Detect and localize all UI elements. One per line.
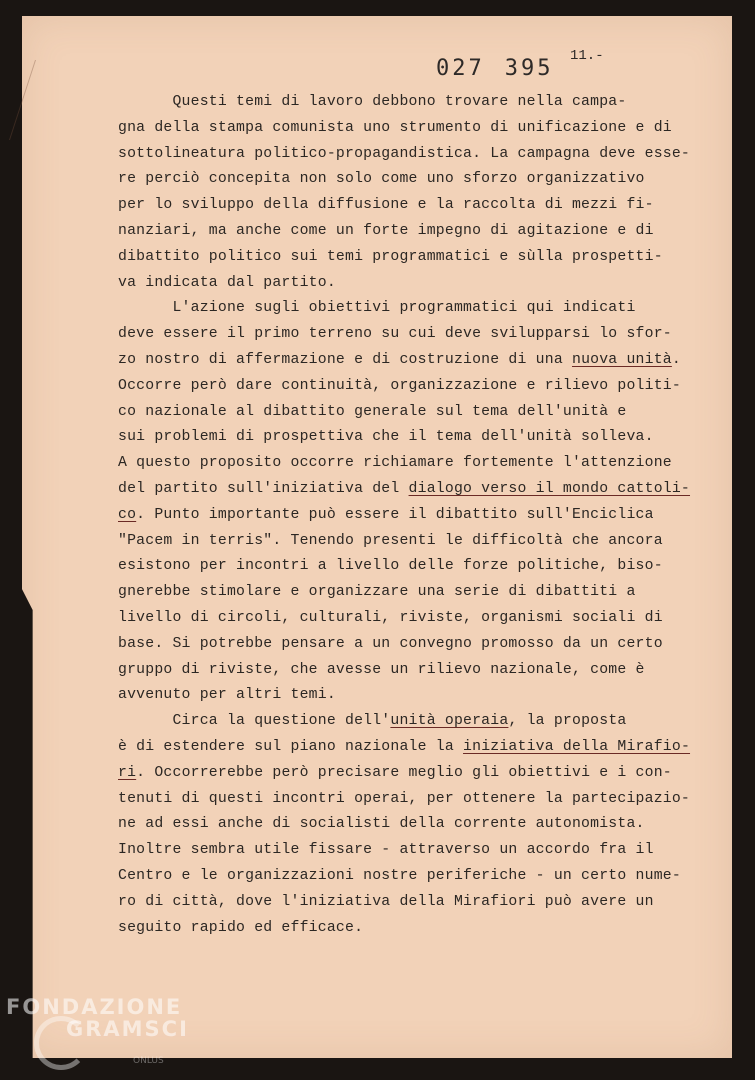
underlined-text: iniziativa della Mirafio- bbox=[463, 738, 691, 755]
text-line bbox=[118, 554, 678, 580]
text-line bbox=[118, 838, 678, 864]
text-line bbox=[118, 658, 678, 684]
text-line bbox=[118, 193, 678, 219]
text-line bbox=[118, 322, 678, 348]
watermark-line-2: GRAMSCI bbox=[66, 1017, 189, 1041]
text-segment: sui problemi di prospettiva che il tema dell'unità solleva. bbox=[118, 429, 654, 446]
text-segment: livello di circoli, culturali, riviste, organismi sociali di bbox=[118, 609, 663, 626]
text-segment: dibattito politico sui temi programmatici e sùlla prospetti- bbox=[118, 248, 663, 265]
watermark-tag: ONLUS bbox=[133, 1056, 164, 1066]
document-body bbox=[118, 90, 691, 941]
text-line bbox=[118, 90, 678, 116]
paragraph bbox=[118, 90, 691, 296]
text-line bbox=[118, 709, 678, 735]
text-line bbox=[118, 503, 678, 529]
text-segment: Occorre però dare continuità, organizzazione e rilievo politi- bbox=[118, 377, 681, 394]
text-segment: Circa la questione dell' bbox=[118, 713, 391, 730]
text-segment: deve essere il primo terreno su cui deve svilupparsi lo sfor- bbox=[118, 326, 672, 343]
text-line bbox=[118, 116, 678, 142]
text-line bbox=[118, 761, 678, 787]
text-segment: avvenuto per altri temi. bbox=[118, 687, 336, 704]
underlined-text: dialogo verso il mondo cattoli- bbox=[408, 480, 691, 497]
text-segment: gruppo di riviste, che avesse un rilievo nazionale, come è bbox=[118, 661, 645, 678]
text-segment: esistono per incontri a livello delle forze politiche, biso- bbox=[118, 558, 663, 575]
text-segment: "Pacem in terris". Tenendo presenti le difficoltà che ancora bbox=[118, 532, 663, 549]
page-number: 11.- bbox=[570, 48, 604, 64]
text-segment: . Occorrerebbe però precisare meglio gli obiettivi e i con- bbox=[136, 764, 672, 781]
text-segment: . bbox=[671, 351, 681, 368]
text-line bbox=[118, 296, 678, 322]
text-segment: sottolineatura politico-propagandistica. La campagna deve esse- bbox=[118, 145, 691, 162]
text-line bbox=[118, 219, 678, 245]
paragraph bbox=[118, 296, 691, 709]
watermark bbox=[6, 996, 189, 1040]
text-segment: Questi temi di lavoro debbono trovare nella campa- bbox=[118, 94, 627, 110]
text-line bbox=[118, 245, 678, 271]
text-line bbox=[118, 580, 678, 606]
text-line bbox=[118, 142, 691, 168]
text-line bbox=[118, 477, 691, 503]
text-segment: base. Si potrebbe pensare a un convegno promosso da un certo bbox=[118, 635, 663, 652]
text-line bbox=[118, 374, 681, 400]
text-line bbox=[118, 864, 681, 890]
text-segment: re perciò concepita non solo come uno sforzo organizzativo bbox=[118, 171, 645, 188]
text-segment: zo nostro di affermazione e di costruzione di una bbox=[118, 351, 572, 368]
archive-number bbox=[436, 56, 574, 81]
text-line bbox=[118, 606, 678, 632]
text-segment: A questo proposito occorre richiamare fortemente l'attenzione bbox=[118, 455, 672, 472]
text-line bbox=[118, 400, 678, 426]
text-segment: tenuti di questi incontri operai, per ottenere la partecipazio- bbox=[118, 790, 691, 807]
text-segment: per lo sviluppo della diffusione e la raccolta di mezzi fi- bbox=[118, 197, 654, 214]
underlined-text: nuova unità bbox=[571, 351, 672, 368]
text-segment: , la proposta bbox=[508, 713, 627, 730]
text-line bbox=[118, 348, 681, 374]
text-line bbox=[118, 271, 678, 297]
text-segment: L'azione sugli obiettivi programmatici qui indicati bbox=[118, 300, 636, 317]
text-segment: è di estendere sul piano nazionale la bbox=[118, 738, 464, 755]
text-segment: co nazionale al dibattito generale sul tema dell'unità e bbox=[118, 403, 627, 420]
text-segment: ne ad essi anche di socialisti della corrente autonomista. bbox=[118, 816, 645, 833]
text-line bbox=[118, 812, 678, 838]
text-line bbox=[118, 425, 678, 451]
archive-number-b: 395 bbox=[504, 56, 554, 81]
text-line bbox=[118, 529, 678, 555]
text-line bbox=[118, 916, 678, 942]
text-segment: ro di città, dove l'iniziativa della Mirafiori può avere un bbox=[118, 893, 654, 910]
text-segment: va indicata dal partito. bbox=[118, 274, 336, 291]
underlined-text: co bbox=[118, 506, 137, 523]
paragraph bbox=[118, 709, 691, 941]
underlined-text: unità operaia bbox=[390, 713, 509, 730]
text-segment: Inoltre sembra utile fissare - attraverso un accordo fra il bbox=[118, 842, 654, 859]
text-segment: . Punto importante può essere il dibattito sull'Enciclica bbox=[136, 506, 654, 523]
text-line bbox=[118, 167, 678, 193]
archive-number-a: 027 bbox=[436, 56, 485, 81]
text-line bbox=[118, 890, 678, 916]
text-line bbox=[118, 787, 691, 813]
watermark-line-1: FONDAZIONE bbox=[6, 995, 183, 1019]
text-segment: gna della stampa comunista uno strumento di unificazione e di bbox=[118, 119, 672, 136]
text-segment: gnerebbe stimolare e organizzare una serie di dibattiti a bbox=[118, 584, 636, 601]
text-line bbox=[118, 735, 691, 761]
text-segment: Centro e le organizzazioni nostre periferiche - un certo nume- bbox=[118, 867, 681, 884]
text-segment: del partito sull'iniziativa del bbox=[118, 480, 409, 497]
text-line bbox=[118, 451, 678, 477]
text-line bbox=[118, 632, 678, 658]
text-segment: nanziari, ma anche come un forte impegno di agitazione e di bbox=[118, 222, 654, 239]
text-segment: seguito rapido ed efficace. bbox=[118, 919, 364, 936]
text-line bbox=[118, 683, 678, 709]
underlined-text: ri bbox=[118, 764, 137, 781]
